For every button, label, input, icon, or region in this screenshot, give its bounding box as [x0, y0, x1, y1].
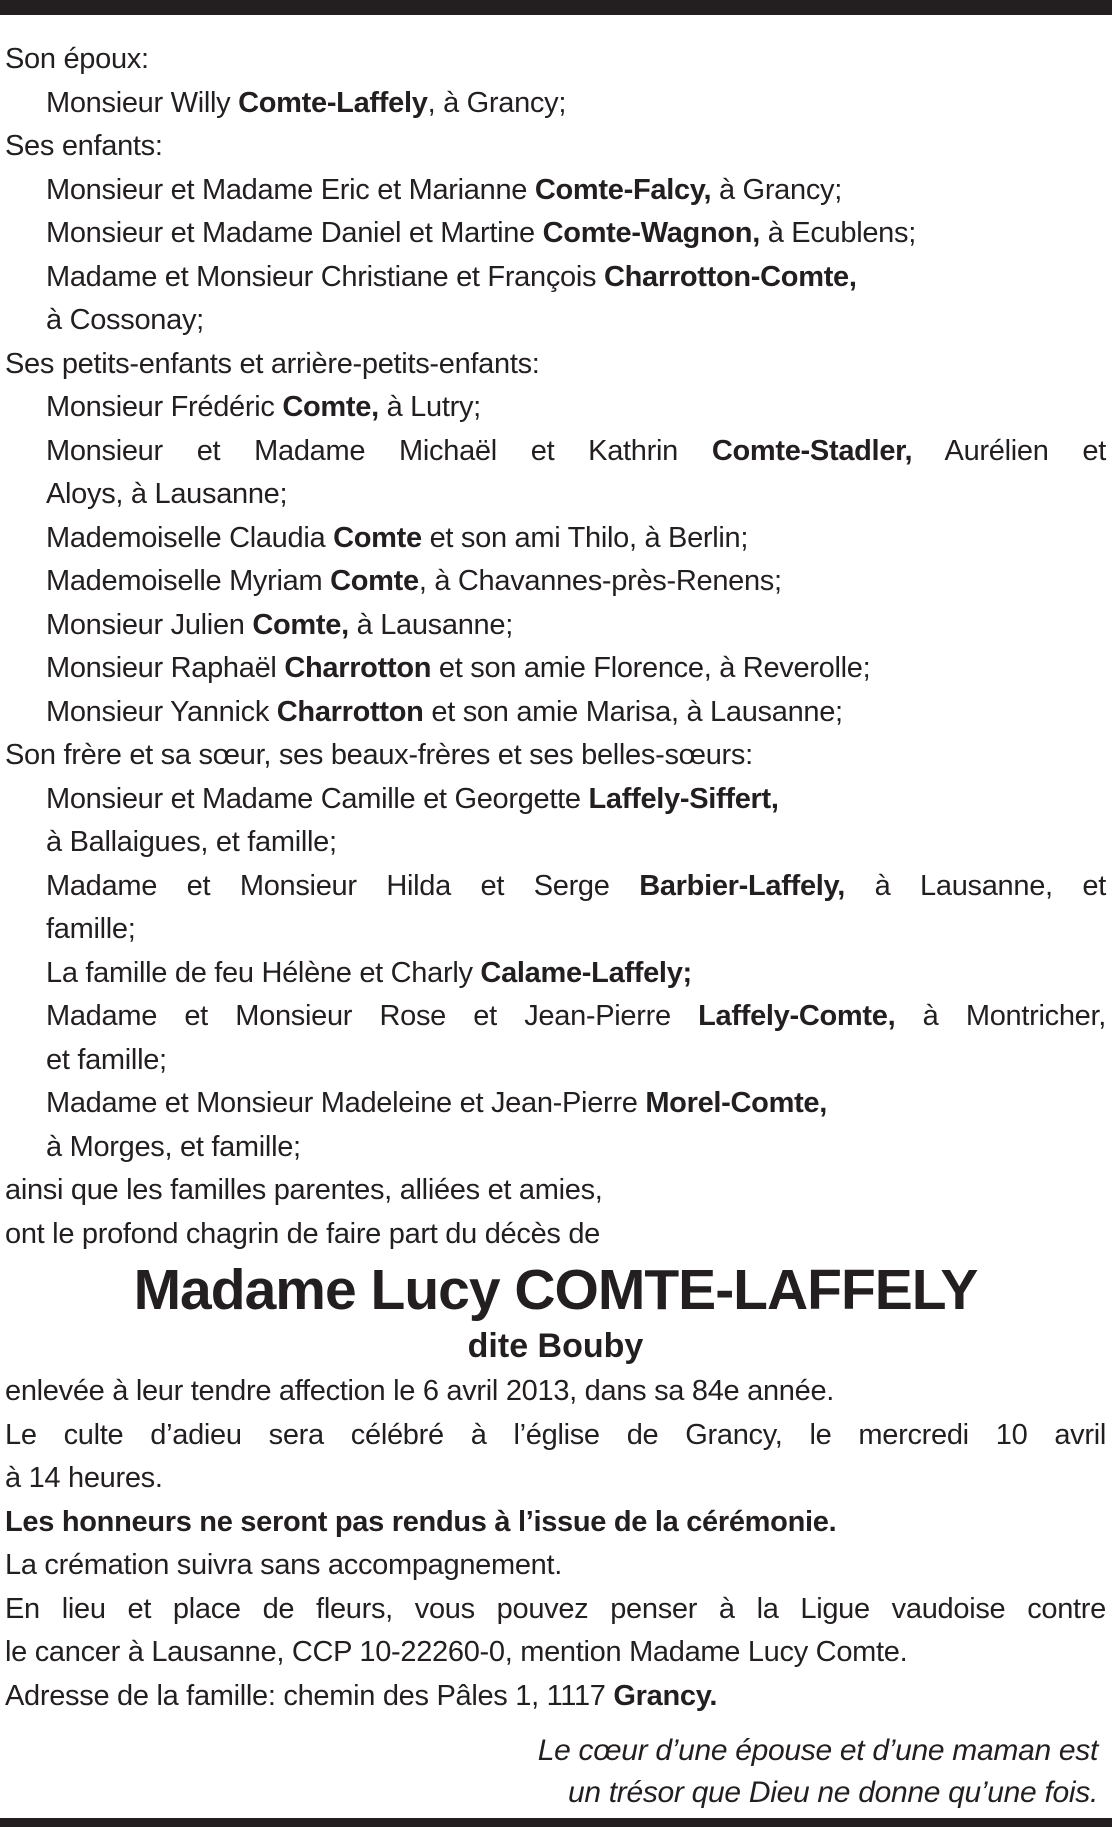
notice-line: Mademoiselle Myriam Comte, à Chavannes-près-Renens;: [46, 565, 782, 597]
epitaph-line-2: un trésor que Dieu ne donne qu’une fois.: [567, 1776, 1098, 1809]
notice-line: ont le profond chagrin de faire part du décès de: [5, 1217, 601, 1250]
notice-line: Mademoiselle Claudia Comte et son ami Thilo, à Berlin;: [46, 521, 749, 554]
notice-line: à Morges, et famille;: [46, 1130, 301, 1163]
notice-line: Madame et Monsieur Madeleine et Jean-Pierre Morel-Comte,: [46, 1087, 828, 1119]
notice-line: à Ballaigues, et famille;: [46, 826, 337, 858]
notice-line: le cancer à Lausanne, CCP 10-22260-0, mention Madame Lucy Comte.: [5, 1636, 908, 1668]
notice-line: Son époux:: [5, 43, 149, 75]
notice-content: [0, 15, 1112, 1814]
notice-line: Monsieur et Madame Camille et Georgette Laffely-Siffert,: [46, 782, 779, 815]
notice-line: à 14 heures.: [5, 1462, 163, 1494]
notice-line: Monsieur Julien Comte, à Lausanne;: [46, 608, 513, 641]
deceased-name-title: Madame Lucy COMTE-LAFFELY: [133, 1258, 978, 1322]
notice-line: Monsieur et Madame Michaël et Kathrin Comte-Stadler, Aurélien et: [46, 434, 1106, 467]
epitaph: [5, 1730, 1106, 1814]
notice-line: Monsieur Raphaël Charrotton et son amie Florence, à Reverolle;: [46, 652, 871, 684]
notice-line: Madame et Monsieur Hilda et Serge Barbier-Laffely, à Lausanne, et: [46, 869, 1106, 902]
notice-line: Monsieur Frédéric Comte, à Lutry;: [46, 391, 481, 423]
top-rule: [0, 0, 1112, 15]
notice-line: Monsieur Willy Comte-Laffely, à Grancy;: [46, 86, 567, 119]
notice-line: famille;: [46, 913, 136, 945]
notice-line: En lieu et place de fleurs, vous pouvez penser à la Ligue vaudoise contre: [5, 1592, 1106, 1625]
notice-line: Monsieur et Madame Eric et Marianne Comte-Falcy, à Grancy;: [46, 173, 842, 206]
notice-line: ainsi que les familles parentes, alliées et amies,: [5, 1174, 603, 1206]
notice-line: Aloys, à Lausanne;: [46, 478, 288, 510]
notice-line: à Cossonay;: [46, 304, 204, 336]
notice-line: Monsieur et Madame Daniel et Martine Comte-Wagnon, à Ecublens;: [46, 217, 916, 249]
notice-line: La famille de feu Hélène et Charly Calame-Laffely;: [46, 956, 692, 989]
notice-line: Madame et Monsieur Rose et Jean-Pierre Laffely-Comte, à Montricher,: [46, 1000, 1106, 1032]
notice-line: Les honneurs ne seront pas rendus à l’issue de la cérémonie.: [5, 1505, 837, 1538]
notice-line: Ses enfants:: [5, 130, 163, 162]
epitaph-line-1: Le cœur d’une épouse et d’une maman est: [537, 1734, 1098, 1767]
deceased-nickname: dite Bouby: [467, 1327, 644, 1365]
notice-line: Madame et Monsieur Christiane et François Charrotton-Comte,: [46, 260, 857, 293]
ceremony-lines: [5, 1370, 1106, 1718]
notice-line: La crémation suivra sans accompagnement.: [5, 1549, 563, 1581]
notice-line: Le culte d’adieu sera célébré à l’église de Grancy, le mercredi 10 avril: [5, 1418, 1106, 1451]
notice-line: Ses petits-enfants et arrière-petits-enfants:: [5, 347, 540, 380]
notice-line: et famille;: [46, 1043, 167, 1076]
family-lines: [5, 38, 1106, 1256]
notice-line: Son frère et sa sœur, ses beaux-frères et ses belles-sœurs:: [5, 739, 753, 771]
notice-line: Adresse de la famille: chemin des Pâles 1, 1117 Grancy.: [5, 1679, 718, 1712]
notice-line: enlevée à leur tendre affection le 6 avril 2013, dans sa 84e année.: [5, 1375, 835, 1407]
bottom-rule: [0, 1818, 1112, 1827]
notice-line: Monsieur Yannick Charrotton et son amie Marisa, à Lausanne;: [46, 695, 843, 728]
